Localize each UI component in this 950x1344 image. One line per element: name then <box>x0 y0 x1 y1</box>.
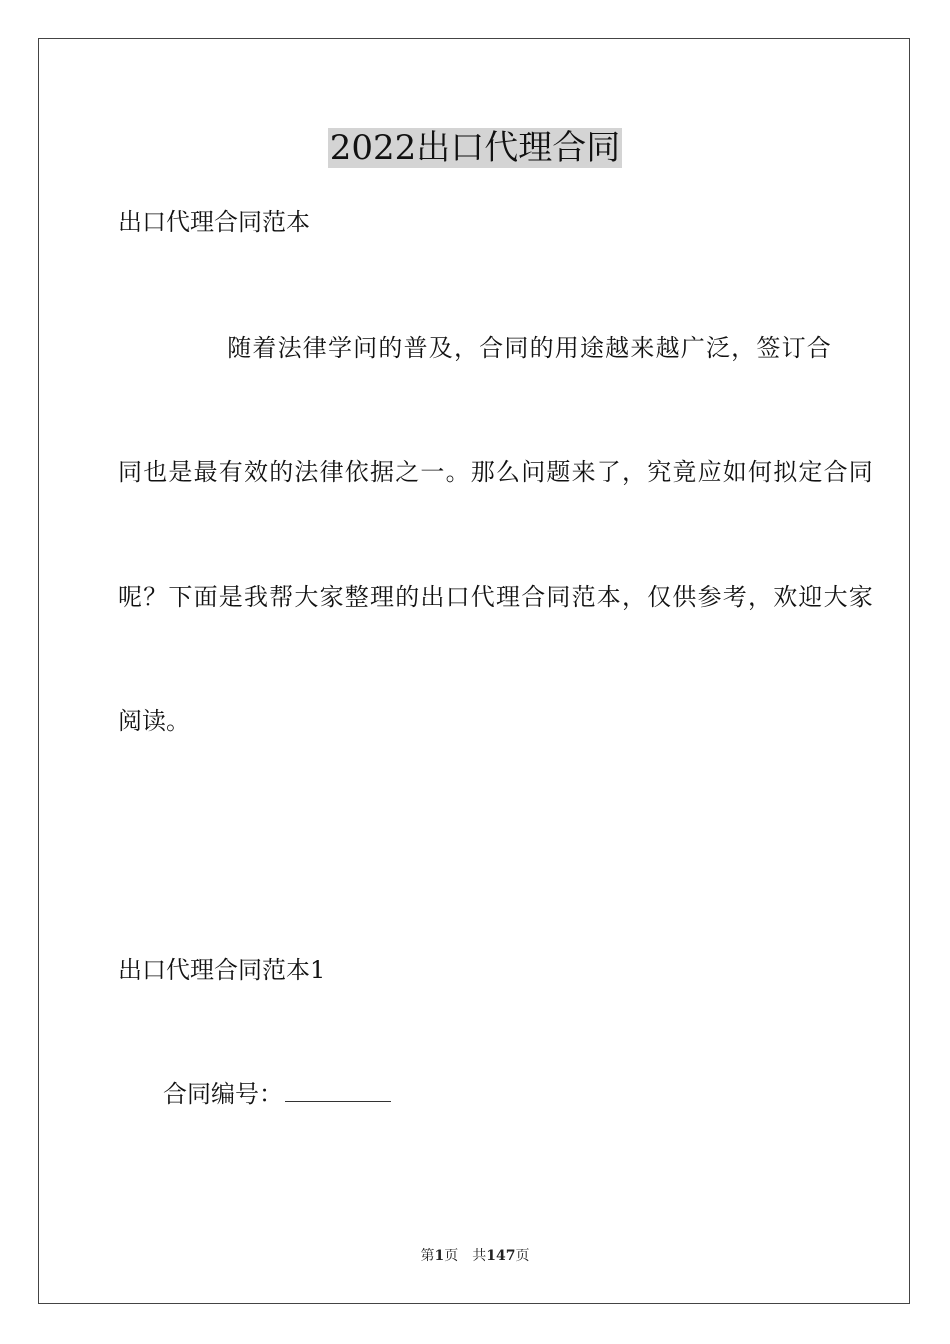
footer-page-total: 147 <box>486 1248 516 1264</box>
intro-line-2: 同也是最有效的法律依据之一。那么问题来了，究竟应如何拟定合同 <box>118 458 874 486</box>
page-footer <box>0 1246 950 1266</box>
intro-line-3: 呢？下面是我帮大家整理的出口代理合同范本，仅供参考，欢迎大家 <box>118 583 874 611</box>
document-subtitle: 出口代理合同范本 <box>118 208 310 236</box>
contract-number-label: 合同编号： <box>163 1080 283 1108</box>
intro-line-4: 阅读。 <box>118 707 190 735</box>
footer-page-prefix: 第 <box>420 1248 435 1264</box>
document-title-row <box>0 128 950 174</box>
contract-number-blank <box>285 1079 391 1102</box>
document-title: 2022出口代理合同 <box>329 128 621 168</box>
footer-page-current: 1 <box>434 1248 445 1264</box>
intro-line-1: 随着法律学问的普及，合同的用途越来越广泛，签订合 <box>227 334 832 362</box>
footer-total-suffix: 页 <box>515 1248 530 1264</box>
footer-total-prefix: 共 <box>472 1248 487 1264</box>
section-title: 出口代理合同范本1 <box>118 956 326 984</box>
contract-number-row <box>163 1079 883 1109</box>
footer-page-suffix: 页 <box>444 1248 459 1264</box>
